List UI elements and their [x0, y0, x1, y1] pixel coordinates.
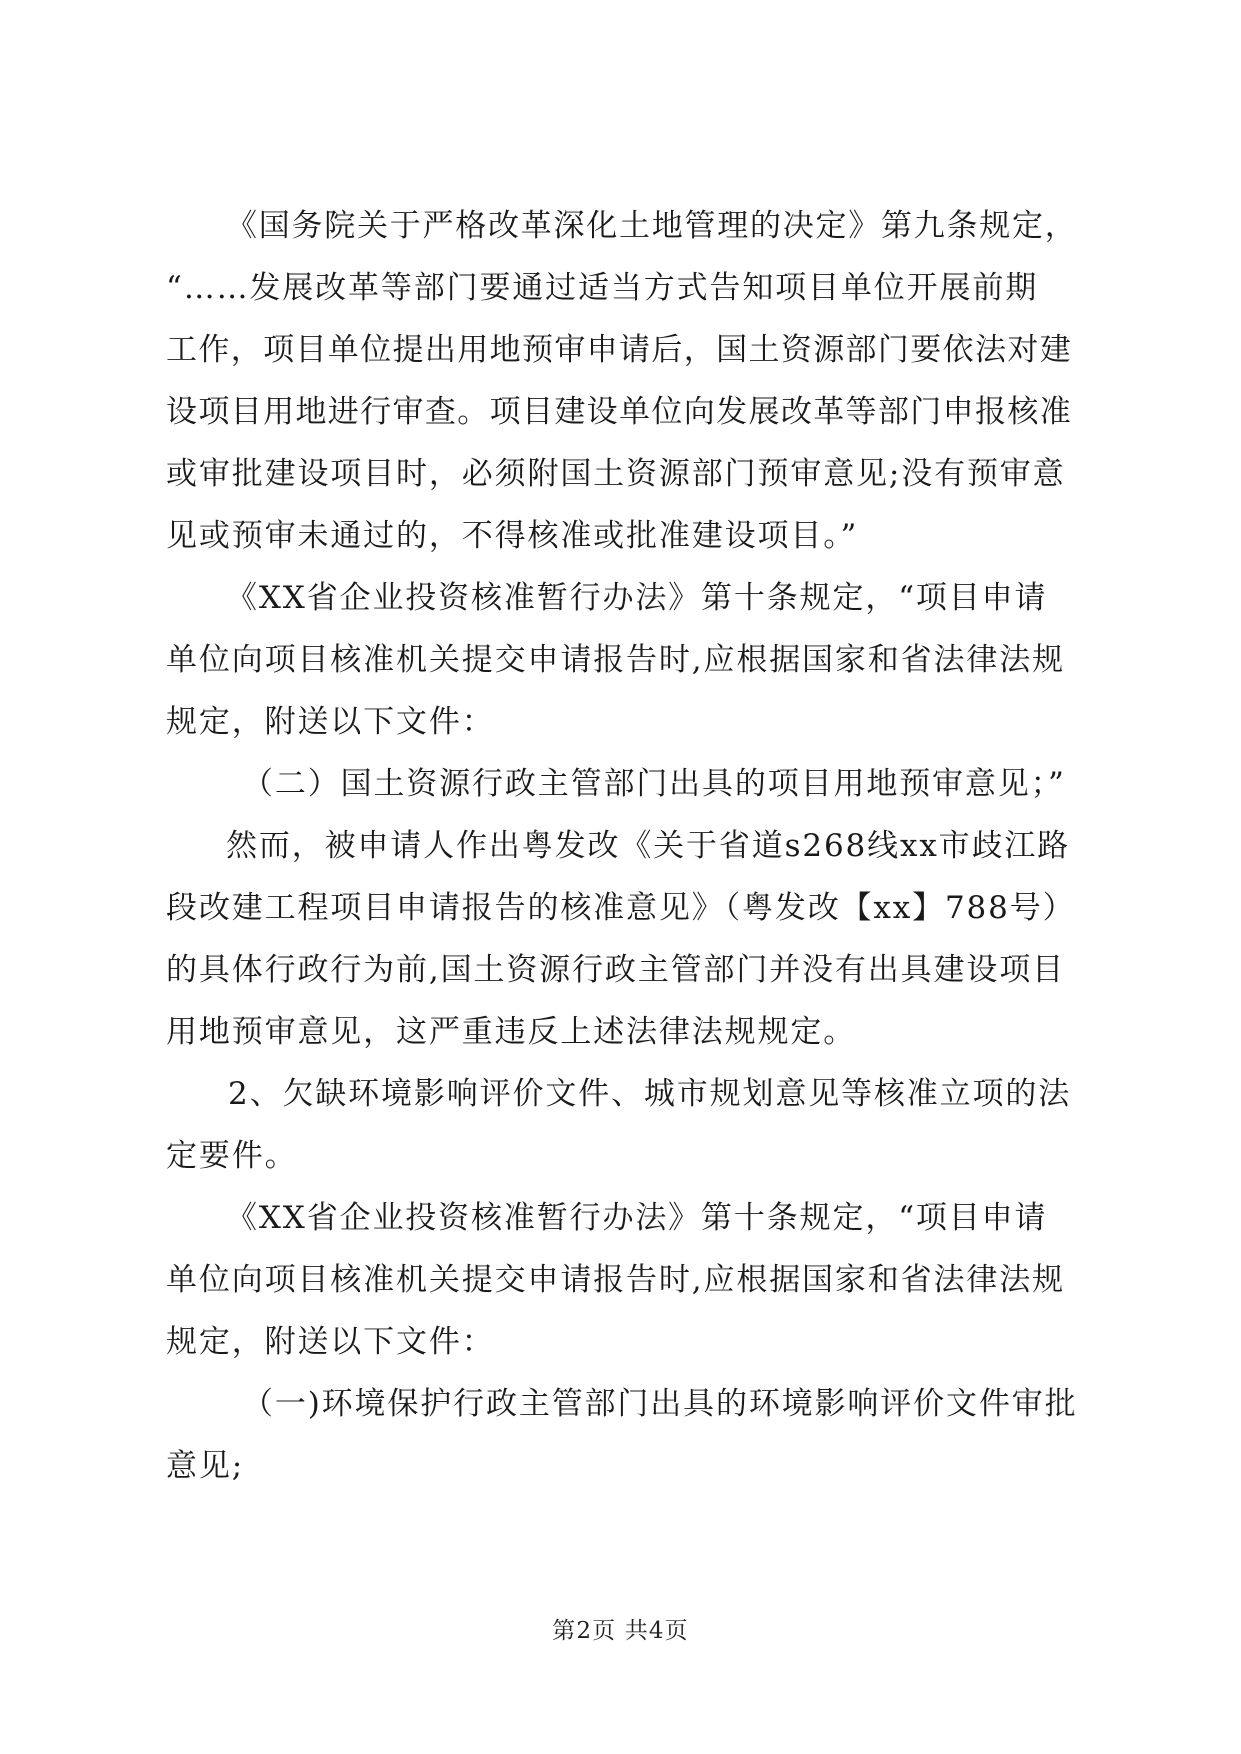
paragraph-line: 然而，被申请人作出粤发改《关于省道s268线xx市歧江路 — [226, 828, 1071, 864]
paragraph-line: “……发展改革等部门要通过适当方式告知项目单位开展前期 — [166, 270, 1039, 306]
paragraph-line: 2、欠缺环境影响评价文件、城市规划意见等核准立项的法 — [228, 1076, 1072, 1112]
paragraph-line: （二）国土资源行政主管部门出具的项目用地预审意见；” — [242, 766, 1066, 802]
paragraph-line: 单位向项目核准机关提交申请报告时,应根据国家和省法律法规 — [166, 642, 1065, 678]
paragraph-line: 《XX省企业投资核准暂行办法》第十条规定，“项目申请 — [226, 1200, 1048, 1236]
page-number-footer: 第2页 共4页 — [552, 1618, 689, 1644]
paragraph-line: 设项目用地进行审查。项目建设单位向发展改革等部门申报核准 — [166, 394, 1073, 430]
paragraph-line: 或审批建设项目时，必须附国土资源部门预审意见;没有预审意 — [166, 456, 1066, 492]
paragraph-line: 规定，附送以下文件： — [166, 704, 495, 740]
paragraph-line: 的具体行政行为前,国土资源行政主管部门并没有出具建设项目 — [166, 952, 1065, 988]
paragraph-line: 单位向项目核准机关提交申请报告时,应根据国家和省法律法规 — [166, 1262, 1065, 1298]
paragraph-line: 《XX省企业投资核准暂行办法》第十条规定，“项目申请 — [226, 580, 1048, 616]
paragraph-line: 规定，附送以下文件： — [166, 1324, 495, 1360]
paragraph-line: 意见; — [166, 1448, 245, 1484]
paragraph-line: （一)环境保护行政主管部门出具的环境影响评价文件审批 — [242, 1386, 1078, 1422]
paragraph-line: 《国务院关于严格改革深化土地管理的决定》第九条规定， — [226, 208, 1078, 244]
paragraph-line: 见或预审未通过的，不得核准或批准建设项目。” — [166, 518, 859, 554]
paragraph-line: 定要件。 — [166, 1138, 298, 1174]
paragraph-line: 段改建工程项目申请报告的核准意见》（粤发改【xx】788号） — [166, 890, 1076, 926]
document-body — [166, 195, 1078, 1497]
paragraph-line: 用地预审意见，这严重违反上述法律法规规定。 — [166, 1014, 857, 1050]
paragraph-line: 工作，项目单位提出用地预审申请后，国土资源部门要依法对建 — [166, 332, 1073, 368]
